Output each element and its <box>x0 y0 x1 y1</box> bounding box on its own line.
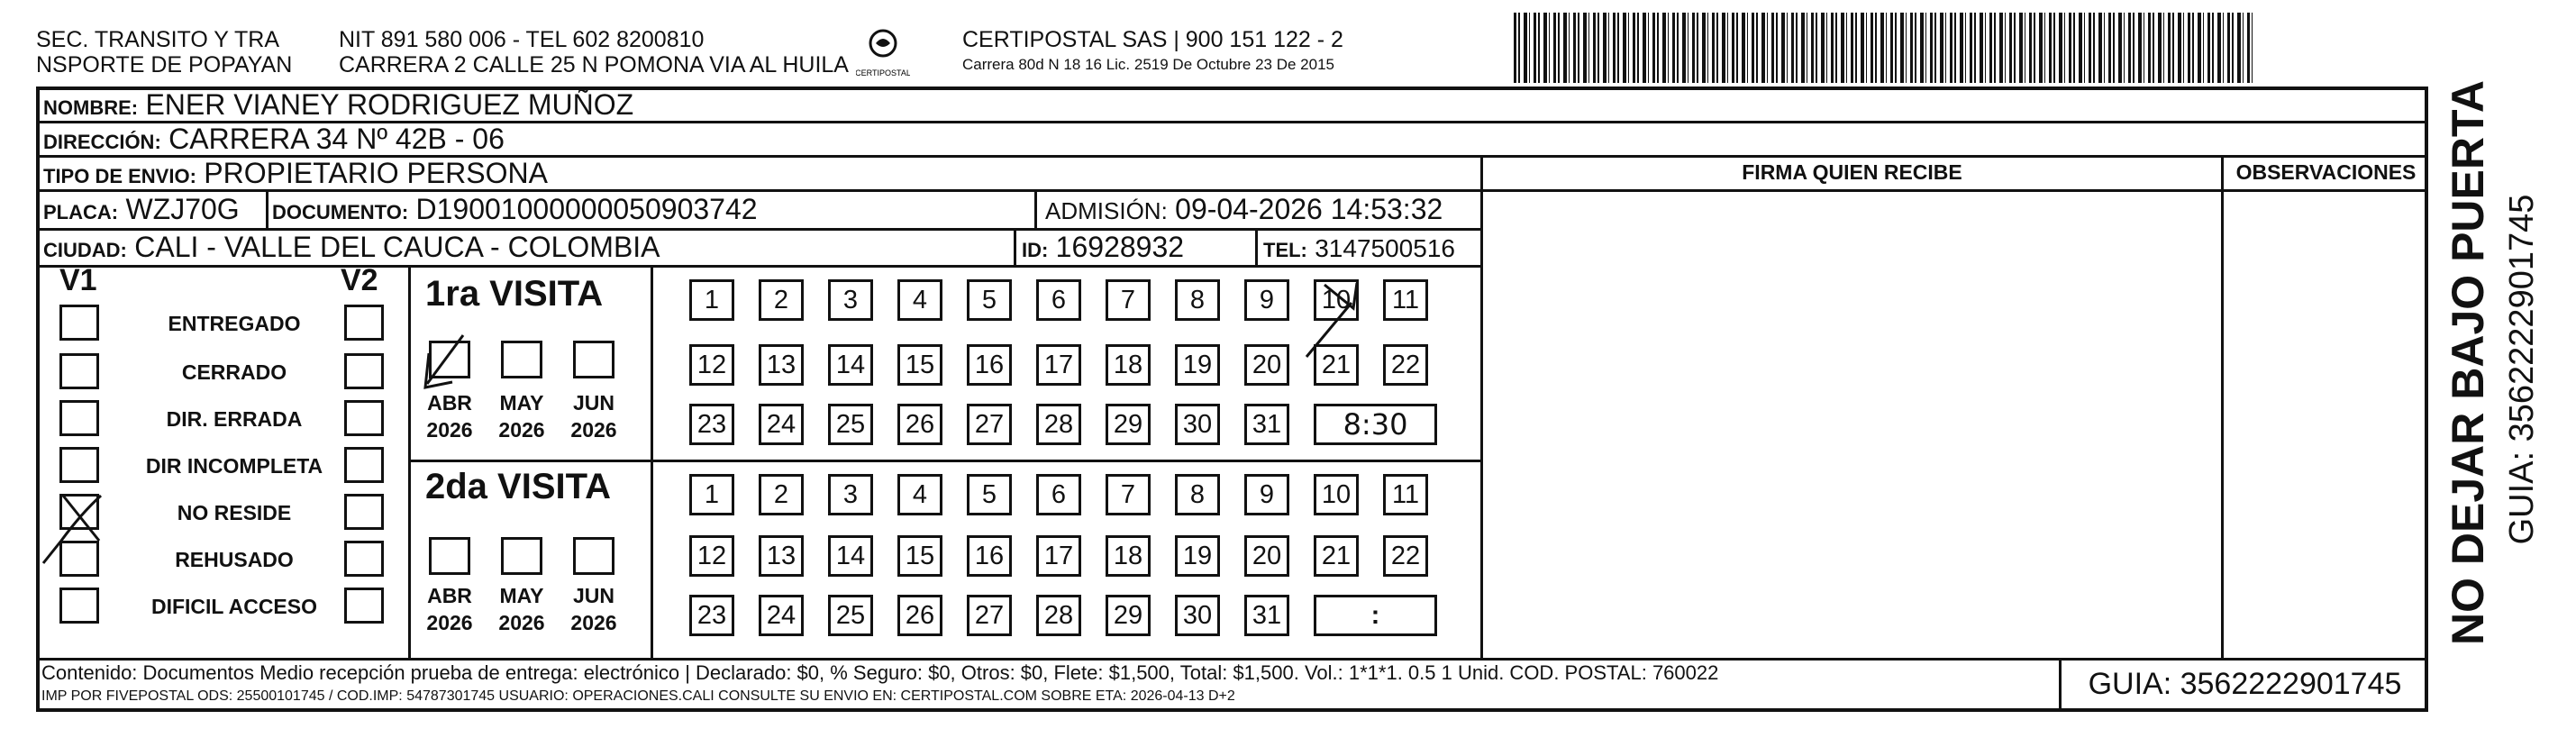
second-visit-day[interactable]: 11 <box>1383 474 1428 515</box>
first-visit-day[interactable]: 25 <box>828 404 873 445</box>
city-value: CALI - VALLE DEL CAUCA - COLOMBIA <box>134 231 660 263</box>
month-label: ABR <box>427 391 472 415</box>
recipient-address: CARRERA 34 Nº 42B - 06 <box>168 123 505 155</box>
second-visit-day[interactable]: 25 <box>828 595 873 636</box>
second-visit-day[interactable]: 31 <box>1244 595 1289 636</box>
recipient-name-field: NOMBRE: ENER VIANEY RODRIGUEZ MUÑOZ <box>43 88 634 121</box>
v2-dificil-acceso-checkbox[interactable] <box>344 588 384 624</box>
first-visit-day[interactable]: 14 <box>828 344 873 386</box>
handwritten-check-mark <box>1297 267 1397 366</box>
carrier-name: CERTIPOSTAL SAS | 900 151 122 - 2 <box>962 27 1343 52</box>
first-visit-day[interactable]: 18 <box>1106 344 1151 386</box>
second-visit-day[interactable]: 29 <box>1106 595 1151 636</box>
handwritten-check-mark <box>36 469 117 568</box>
year-label: 2026 <box>498 611 545 634</box>
first-visit-day[interactable]: 10 <box>1314 279 1359 321</box>
status-label: NO RESIDE <box>177 501 292 524</box>
recipient-address-field: DIRECCIÓN: CARRERA 34 Nº 42B - 06 <box>43 123 505 155</box>
second-visit-day[interactable]: 9 <box>1244 474 1289 515</box>
second-visit-title: 2da VISITA <box>425 467 611 506</box>
v2-header: V2 <box>341 263 378 297</box>
year-label: 2026 <box>498 418 545 442</box>
v2-no-reside-checkbox[interactable] <box>344 494 384 530</box>
phone-field: TEL: 3147500516 <box>1263 234 1455 262</box>
document-value: D19001000000050903742 <box>415 193 758 225</box>
certipostal-logo <box>856 23 910 81</box>
second-visit-time-box[interactable]: : <box>1314 595 1437 636</box>
plate-field: PLACA: WZJ70G <box>43 193 240 225</box>
second-visit-day[interactable]: 2 <box>759 474 804 515</box>
second-visit-day[interactable]: 6 <box>1036 474 1081 515</box>
first-visit-day[interactable]: 23 <box>689 404 734 445</box>
sender-name-line2: NSPORTE DE POPAYAN <box>36 52 293 77</box>
second-visit-day[interactable]: 1 <box>689 474 734 515</box>
first-visit-day[interactable]: 20 <box>1244 344 1289 386</box>
first-visit-day[interactable]: 21 <box>1314 344 1359 386</box>
second-visit-day[interactable]: 30 <box>1175 595 1220 636</box>
print-info-line: IMP POR FIVEPOSTAL ODS: 25500101745 / COD.IMP: 54787301745 USUARIO: OPERACIONES.CALI CONSULTE SU ENVIO EN: CERTIPOSTAL.COM SOBRE ETA: 2026-04-13 D+2 <box>41 688 1235 704</box>
second-visit-month-jun[interactable] <box>573 537 614 575</box>
second-visit-month-abr[interactable] <box>429 537 470 575</box>
year-label: 2026 <box>426 418 473 442</box>
first-visit-month-may[interactable] <box>501 341 542 378</box>
contents-line: Contenido: Documentos Medio recepción prueba de entrega: electrónico | Declarado: $0, % Seguro: $0, Otros: $0, Flete: $1,500, Total: $1,500. Vol.: 1*1*1. 0.5 1 Unid. COD. POSTAL: 760022 <box>41 661 1719 684</box>
first-visit-day[interactable]: 15 <box>897 344 942 386</box>
first-visit-day[interactable]: 13 <box>759 344 804 386</box>
year-label: 2026 <box>426 611 473 634</box>
v2-dir-errada-checkbox[interactable] <box>344 400 384 436</box>
first-visit-day[interactable]: 22 <box>1383 344 1428 386</box>
v2-rehusado-checkbox[interactable] <box>344 541 384 577</box>
month-label: JUN <box>572 584 614 607</box>
admission-field: ADMISIÓN: 09-04-2026 14:53:32 <box>1045 193 1443 225</box>
carrier-address: Carrera 80d N 18 16 Lic. 2519 De Octubre 23 De 2015 <box>962 56 1334 73</box>
first-visit-time-box[interactable]: 8:30 <box>1314 404 1437 445</box>
first-visit-day[interactable]: 17 <box>1036 344 1081 386</box>
second-visit-day[interactable]: 7 <box>1106 474 1151 515</box>
second-visit-day[interactable]: 26 <box>897 595 942 636</box>
sender-address: CARRERA 2 CALLE 25 N POMONA VIA AL HUILA <box>339 52 849 77</box>
second-visit-day[interactable]: 13 <box>759 535 804 577</box>
year-label: 2026 <box>570 611 617 634</box>
first-visit-day[interactable]: 16 <box>967 344 1012 386</box>
month-label: JUN <box>572 391 614 415</box>
first-visit-title: 1ra VISITA <box>425 274 604 314</box>
second-visit-day[interactable]: 15 <box>897 535 942 577</box>
id-value: 16928932 <box>1055 231 1185 263</box>
signature-header: FIRMA QUIEN RECIBE <box>1742 160 1962 184</box>
guide-number-box: GUIA: 3562222901745 <box>2088 667 2402 701</box>
v1-header: V1 <box>59 263 97 297</box>
second-visit-day[interactable]: 12 <box>689 535 734 577</box>
first-visit-day[interactable]: 24 <box>759 404 804 445</box>
id-field: ID: 16928932 <box>1022 231 1185 263</box>
handwritten-check-mark <box>416 326 479 398</box>
second-visit-day[interactable]: 18 <box>1106 535 1151 577</box>
sender-nit: NIT 891 580 006 - TEL 602 8200810 <box>339 27 705 52</box>
svg-text:CERTIPOSTAL: CERTIPOSTAL <box>856 68 910 77</box>
v2-entregado-checkbox[interactable] <box>344 305 384 341</box>
city-field: CIUDAD: CALI - VALLE DEL CAUCA - COLOMBIA <box>43 231 660 263</box>
second-visit-day[interactable]: 14 <box>828 535 873 577</box>
recipient-name: ENER VIANEY RODRIGUEZ MUÑOZ <box>145 88 634 121</box>
first-visit-day[interactable]: 7 <box>1106 279 1151 321</box>
first-visit-day[interactable]: 6 <box>1036 279 1081 321</box>
status-label: REHUSADO <box>175 548 294 571</box>
first-visit-day[interactable]: 1 <box>689 279 734 321</box>
first-visit-day[interactable]: 5 <box>967 279 1012 321</box>
shipment-type: PROPIETARIO PERSONA <box>204 157 548 189</box>
barcode <box>1514 13 2253 83</box>
first-visit-day[interactable]: 30 <box>1175 404 1220 445</box>
plate-value: WZJ70G <box>125 193 240 225</box>
second-visit-day[interactable]: 5 <box>967 474 1012 515</box>
side-guide-number: GUIA: 3562222901745 <box>2503 194 2541 545</box>
second-visit-day[interactable]: 8 <box>1175 474 1220 515</box>
v2-dir-incompleta-checkbox[interactable] <box>344 447 384 483</box>
month-label: ABR <box>427 584 472 607</box>
shipment-type-field: TIPO DE ENVIO: PROPIETARIO PERSONA <box>43 157 548 189</box>
first-visit-day[interactable]: 8 <box>1175 279 1220 321</box>
second-visit-day[interactable]: 19 <box>1175 535 1220 577</box>
sender-name-line1: SEC. TRANSITO Y TRA <box>36 27 279 52</box>
status-label: CERRADO <box>181 360 287 384</box>
status-label: DIR INCOMPLETA <box>145 454 323 478</box>
second-visit-day[interactable]: 27 <box>967 595 1012 636</box>
document-field: DOCUMENTO: D19001000000050903742 <box>272 193 758 225</box>
month-label: MAY <box>499 391 544 415</box>
v1-entregado-checkbox[interactable] <box>59 305 99 341</box>
first-visit-day[interactable]: 3 <box>828 279 873 321</box>
second-visit-day[interactable]: 4 <box>897 474 942 515</box>
first-visit-day[interactable]: 29 <box>1106 404 1151 445</box>
second-visit-day[interactable]: 21 <box>1314 535 1359 577</box>
first-visit-day[interactable]: 19 <box>1175 344 1220 386</box>
first-visit-day[interactable]: 2 <box>759 279 804 321</box>
v1-dificil-acceso-checkbox[interactable] <box>59 588 99 624</box>
first-visit-day[interactable]: 28 <box>1036 404 1081 445</box>
admission-value: 09-04-2026 14:53:32 <box>1175 193 1443 225</box>
first-visit-day[interactable]: 11 <box>1383 279 1428 321</box>
no-dejar-warning: NO DEJAR BAJO PUERTA <box>2443 80 2493 645</box>
second-visit-day[interactable]: 24 <box>759 595 804 636</box>
v1-dir-errada-checkbox[interactable] <box>59 400 99 436</box>
phone-value: 3147500516 <box>1315 234 1455 262</box>
second-visit-day[interactable]: 20 <box>1244 535 1289 577</box>
status-label: ENTREGADO <box>168 312 301 335</box>
status-label: DIFICIL ACCESO <box>150 595 317 618</box>
second-visit-day[interactable]: 17 <box>1036 535 1081 577</box>
first-visit-day[interactable]: 9 <box>1244 279 1289 321</box>
year-label: 2026 <box>570 418 617 442</box>
v1-cerrado-checkbox[interactable] <box>59 353 99 389</box>
month-label: MAY <box>499 584 544 607</box>
observations-header: OBSERVACIONES <box>2235 160 2417 184</box>
second-visit-day[interactable]: 28 <box>1036 595 1081 636</box>
first-visit-month-jun[interactable] <box>573 341 614 378</box>
first-visit-day[interactable]: 26 <box>897 404 942 445</box>
second-visit-day[interactable]: 10 <box>1314 474 1359 515</box>
first-visit-day[interactable]: 31 <box>1244 404 1289 445</box>
second-visit-day[interactable]: 23 <box>689 595 734 636</box>
second-visit-day[interactable]: 16 <box>967 535 1012 577</box>
second-visit-day[interactable]: 22 <box>1383 535 1428 577</box>
status-label: DIR. ERRADA <box>166 407 303 431</box>
first-visit-day[interactable]: 27 <box>967 404 1012 445</box>
second-visit-month-may[interactable] <box>501 537 542 575</box>
first-visit-day[interactable]: 4 <box>897 279 942 321</box>
v2-cerrado-checkbox[interactable] <box>344 353 384 389</box>
second-visit-day[interactable]: 3 <box>828 474 873 515</box>
first-visit-day[interactable]: 12 <box>689 344 734 386</box>
